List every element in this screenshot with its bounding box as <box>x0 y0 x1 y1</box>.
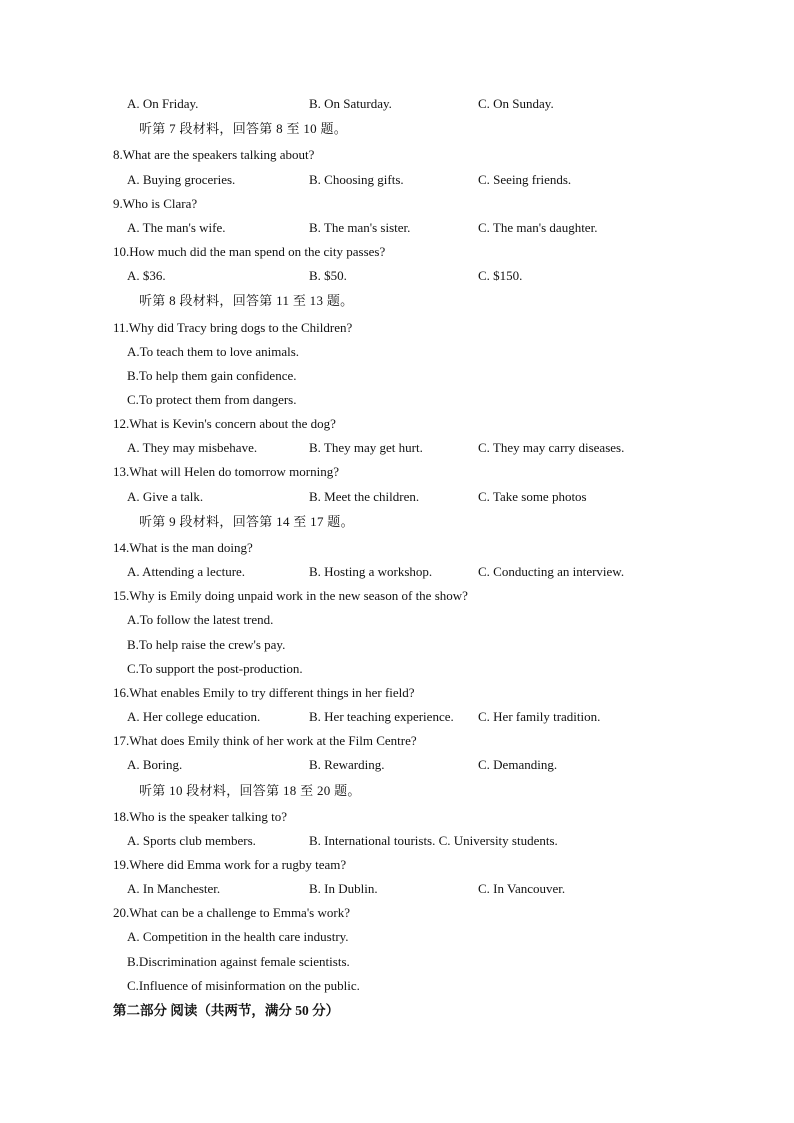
q18-options <box>127 833 687 849</box>
option-c: C. Seeing friends. <box>478 172 572 187</box>
q8-options <box>127 172 687 188</box>
q20-option-a: A. Competition in the health care industry. <box>127 929 349 944</box>
option-c: C. The man's daughter. <box>478 220 598 235</box>
option-c: C. In Vancouver. <box>478 881 566 896</box>
option-a: A. In Manchester. <box>127 881 221 896</box>
option-c: C. Conducting an interview. <box>478 564 625 579</box>
question-9: 9.Who is Clara? <box>113 196 198 211</box>
option-b: B. Hosting a workshop. <box>309 564 433 579</box>
option-a: A. The man's wife. <box>127 220 226 235</box>
option-b: B. Her teaching experience. <box>309 709 454 724</box>
option-a: A. Her college education. <box>127 709 261 724</box>
section-instruction-8: 听第 8 段材料，回答第 11 至 13 题。 <box>139 293 354 308</box>
q7-options <box>127 96 687 112</box>
option-c: C. Demanding. <box>478 757 558 772</box>
q19-options <box>127 881 687 897</box>
option-b: B. On Saturday. <box>309 96 392 111</box>
option-a: A. Sports club members. <box>127 833 256 848</box>
q20-option-c: C.Influence of misinformation on the public. <box>127 978 360 993</box>
option-c: C. On Sunday. <box>478 96 554 111</box>
q10-options <box>127 268 687 284</box>
question-17: 17.What does Emily think of her work at the Film Centre? <box>113 733 417 748</box>
question-20: 20.What can be a challenge to Emma's work? <box>113 905 350 920</box>
q17-options <box>127 757 687 773</box>
option-b: B. $50. <box>309 268 347 283</box>
q14-options <box>127 564 687 580</box>
question-18: 18.Who is the speaker talking to? <box>113 809 288 824</box>
option-c: C. Take some photos <box>478 489 587 504</box>
option-c: C. They may carry diseases. <box>478 440 625 455</box>
q11-option-b: B.To help them gain confidence. <box>127 368 297 383</box>
option-bc: B. International tourists. C. University students. <box>309 833 558 848</box>
q11-option-a: A.To teach them to love animals. <box>127 344 300 359</box>
question-11: 11.Why did Tracy bring dogs to the Children? <box>113 320 353 335</box>
question-14: 14.What is the man doing? <box>113 540 253 555</box>
question-19: 19.Where did Emma work for a rugby team? <box>113 857 347 872</box>
q11-option-c: C.To protect them from dangers. <box>127 392 297 407</box>
q12-options <box>127 440 687 456</box>
question-12: 12.What is Kevin's concern about the dog? <box>113 416 336 431</box>
q9-options <box>127 220 687 236</box>
question-15: 15.Why is Emily doing unpaid work in the new season of the show? <box>113 588 468 603</box>
option-b: B. Choosing gifts. <box>309 172 404 187</box>
option-b: B. Meet the children. <box>309 489 420 504</box>
q15-option-b: B.To help raise the crew's pay. <box>127 637 286 652</box>
option-a: A. On Friday. <box>127 96 199 111</box>
question-16: 16.What enables Emily to try different things in her field? <box>113 685 415 700</box>
q15-option-a: A.To follow the latest trend. <box>127 612 274 627</box>
option-b: B. In Dublin. <box>309 881 378 896</box>
option-a: A. Attending a lecture. <box>127 564 246 579</box>
option-b: B. They may get hurt. <box>309 440 423 455</box>
option-c: C. Her family tradition. <box>478 709 601 724</box>
option-b: B. Rewarding. <box>309 757 385 772</box>
q15-option-c: C.To support the post-production. <box>127 661 303 676</box>
option-b: B. The man's sister. <box>309 220 411 235</box>
q20-option-b: B.Discrimination against female scientists. <box>127 954 350 969</box>
option-a: A. They may misbehave. <box>127 440 258 455</box>
section-instruction-9: 听第 9 段材料，回答第 14 至 17 题。 <box>139 514 354 529</box>
question-13: 13.What will Helen do tomorrow morning? <box>113 464 340 479</box>
option-a: A. Boring. <box>127 757 183 772</box>
option-a: A. $36. <box>127 268 166 283</box>
option-c: C. $150. <box>478 268 523 283</box>
section-instruction-10: 听第 10 段材料，回答第 18 至 20 题。 <box>139 783 361 798</box>
option-a: A. Buying groceries. <box>127 172 236 187</box>
part-two-heading: 第二部分 阅读（共两节，满分 50 分） <box>113 1003 340 1018</box>
option-a: A. Give a talk. <box>127 489 204 504</box>
q16-options <box>127 709 687 725</box>
q13-options <box>127 489 687 505</box>
question-10: 10.How much did the man spend on the city passes? <box>113 244 386 259</box>
section-instruction-7: 听第 7 段材料，回答第 8 至 10 题。 <box>139 121 348 136</box>
question-8: 8.What are the speakers talking about? <box>113 147 315 162</box>
